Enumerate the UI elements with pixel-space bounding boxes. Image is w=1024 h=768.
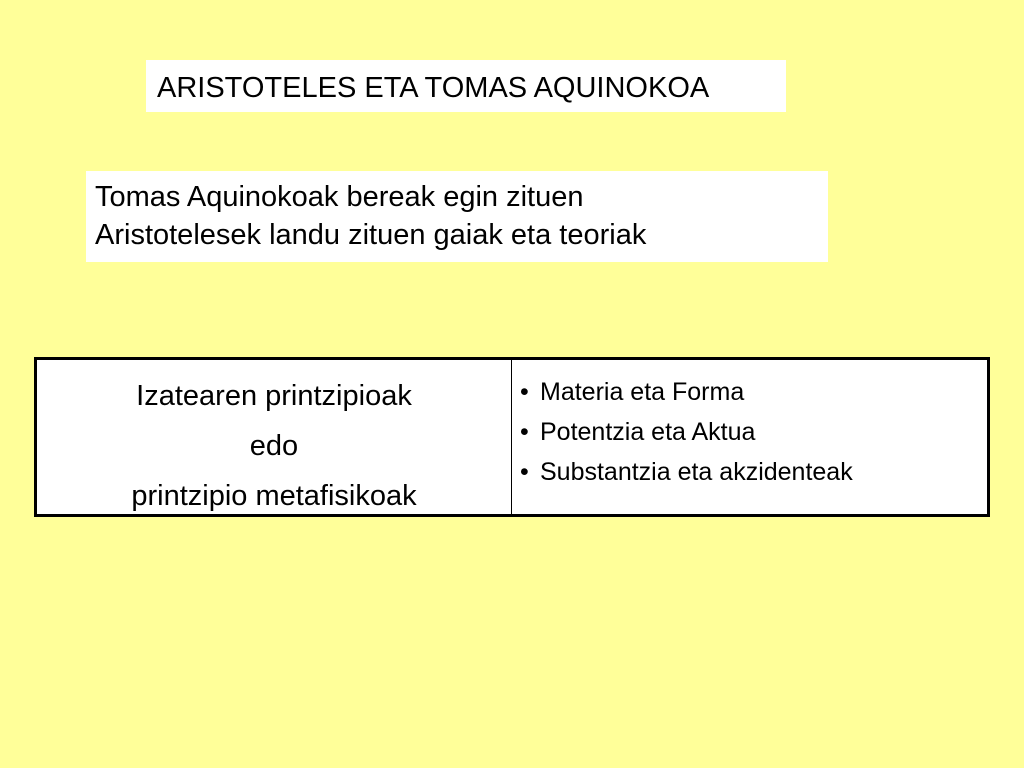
principles-cell [37,360,512,514]
bullet-text: Potentzia eta Aktua [540,418,756,446]
bullet-icon: • [520,458,529,486]
pairs-cell [512,360,987,514]
slide-title: ARISTOTELES ETA TOMAS AQUINOKOA [157,72,710,104]
bullet-icon: • [520,418,529,446]
principles-line-1: Izatearen printzipioak [136,380,412,412]
bullet-icon: • [520,378,529,406]
concept-table [34,357,990,517]
subtitle-line-1: Tomas Aquinokoak bereak egin zituen [95,181,584,213]
principles-line-3: printzipio metafisikoak [131,480,417,512]
subtitle-line-2: Aristotelesek landu zituen gaiak eta teoriak [95,219,647,251]
bullet-text: Substantzia eta akzidenteak [540,458,853,486]
bullet-text: Materia eta Forma [540,378,745,406]
bullet-item [520,452,987,492]
bullet-item [520,372,987,412]
bullet-item [520,412,987,452]
principles-line-2: edo [249,430,299,462]
subtitle-box [86,171,828,262]
